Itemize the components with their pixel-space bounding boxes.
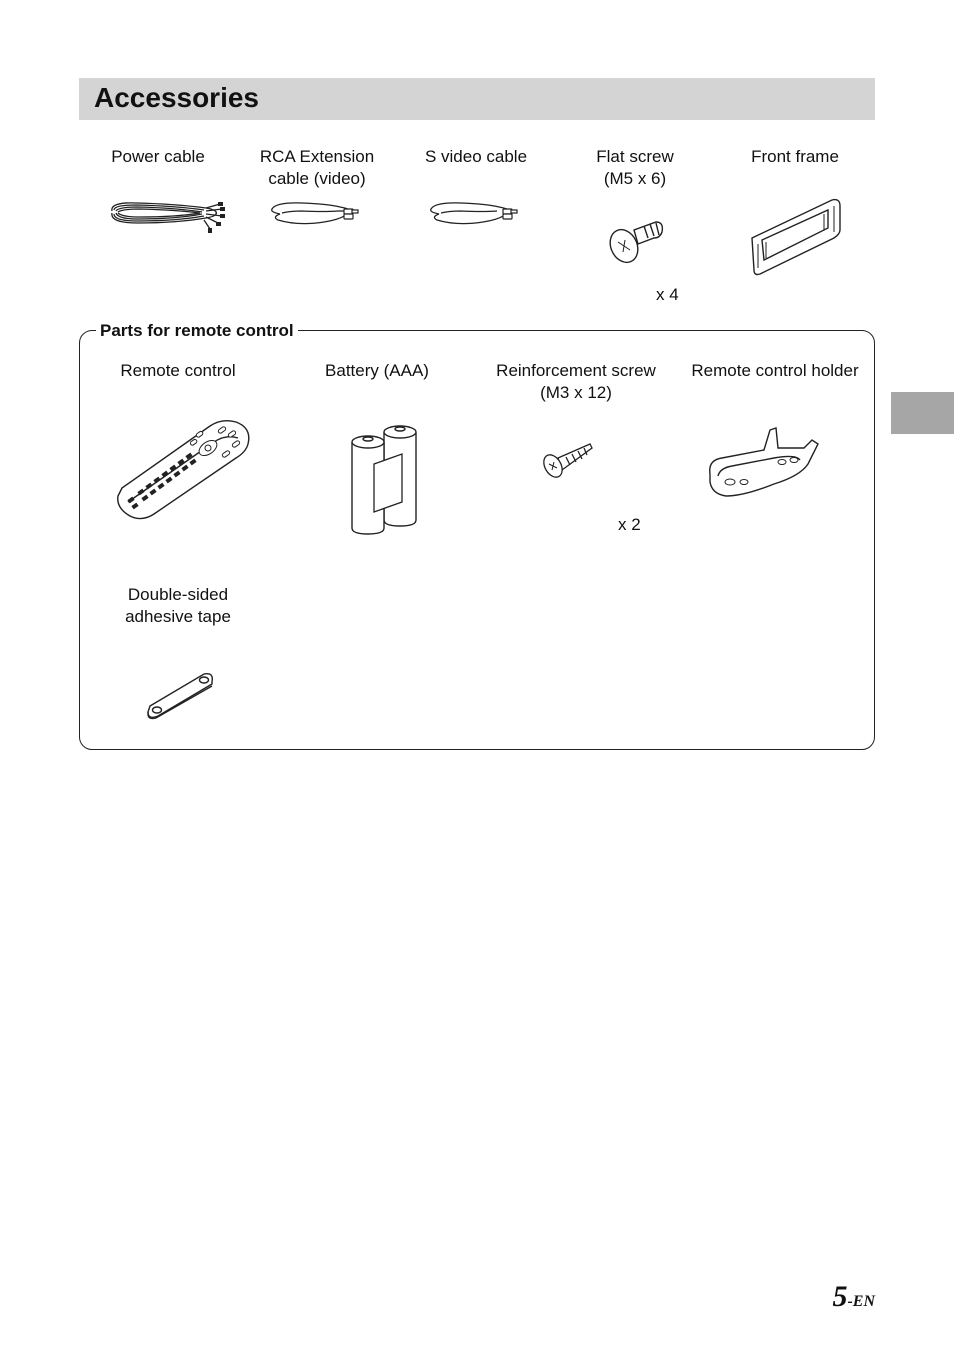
power-cable-icon (106, 196, 226, 236)
adhesive-tape-label: Double-sided adhesive tape (125, 585, 231, 626)
flat-screw-icon (604, 216, 668, 268)
page-number: 5-EN (832, 1280, 875, 1313)
front-frame-icon (746, 192, 844, 280)
page-title: Accessories (94, 82, 260, 113)
power-cable-label: Power cable (111, 147, 205, 166)
title-bar (79, 78, 875, 120)
reinforcement-screw-icon (540, 440, 596, 484)
rca-cable-label: RCA Extension cable (video) (259, 147, 375, 188)
front-frame-label: Front frame (751, 147, 839, 166)
reinforcement-screw-label: Reinforcement screw (M3 x 12) (496, 361, 656, 402)
s-video-cable-icon (427, 198, 521, 230)
reinforcement-screw-quantity: x 2 (618, 515, 641, 534)
remote-holder-label: Remote control holder (691, 361, 859, 380)
flat-screw-quantity: x 4 (656, 285, 679, 304)
section-tab (891, 392, 954, 434)
flat-screw-label: Flat screw (M5 x 6) (596, 147, 674, 188)
s-video-cable-label: S video cable (424, 147, 528, 166)
rca-cable-icon (268, 198, 362, 230)
adhesive-tape-icon (142, 668, 216, 722)
remote-control-icon (114, 418, 254, 526)
remote-control-label: Remote control (120, 361, 236, 380)
battery-label: Battery (AAA) (325, 361, 429, 380)
remote-parts-title: Parts for remote control (96, 320, 298, 342)
battery-icon (346, 420, 424, 540)
remote-holder-icon (704, 424, 824, 504)
